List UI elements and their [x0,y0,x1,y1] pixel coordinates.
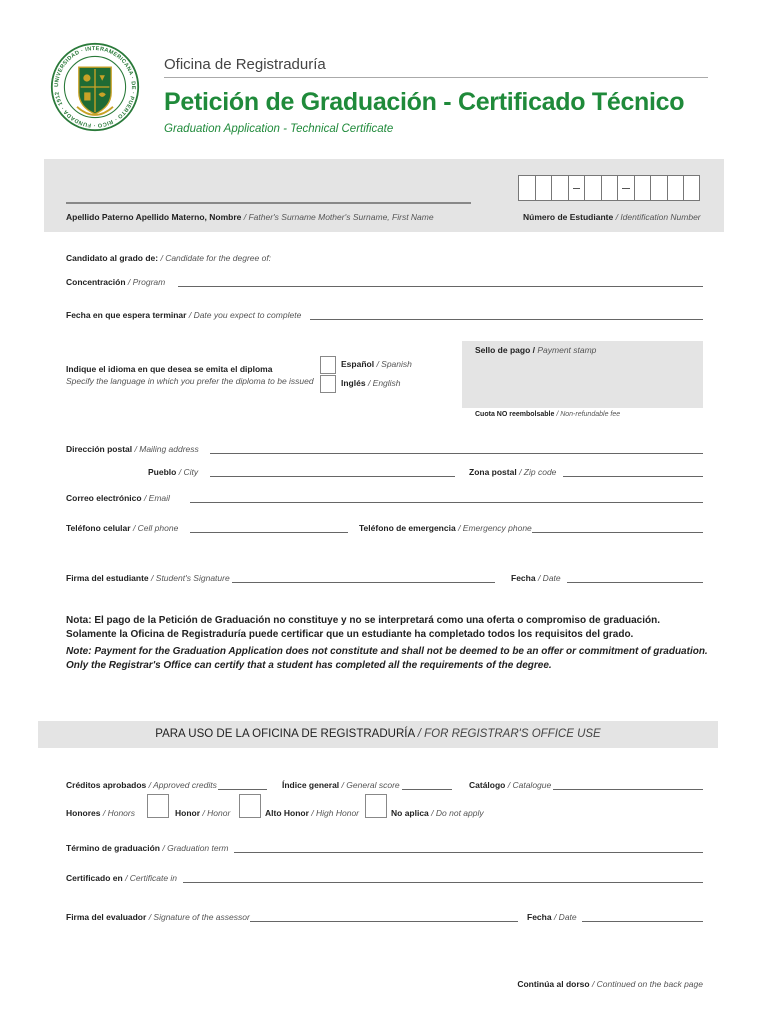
candidate-label: Candidato al grado de: / Candidate for the degree of: [66,253,272,263]
page-subtitle: Graduation Application - Technical Certificate [164,123,394,135]
address-input[interactable] [210,441,703,454]
zip-label: Zona postal / Zip code [469,467,557,477]
honor-label: Honor / Honor [175,808,231,818]
spanish-label: Español / Spanish [341,359,412,369]
payment-stamp-label: Sello de pago / Payment stamp [475,345,597,355]
email-input[interactable] [190,490,703,503]
address-label: Dirección postal / Mailing address [66,444,199,454]
assessor-signature-input[interactable] [250,909,518,922]
english-label: Inglés / English [341,378,401,388]
city-label: Pueblo / City [148,467,199,477]
email-label: Correo electrónico / Email [66,493,170,503]
note-spanish: Nota: El pago de la Petición de Graduación no constituye y no se interpretará como una oferta o compromiso de graduación. Solamente la Oficina de Registraduría puede certificar que un estudiante ha completado todos los requisitos del grado. [66,615,660,640]
id-dash-box [617,175,634,201]
fee-label: Cuota NO reembolsable / Non-refundable fee [475,411,621,418]
not-apply-checkbox[interactable] [365,794,387,818]
spanish-checkbox[interactable] [320,356,336,374]
graduation-term-label: Término de graduación / Graduation term [66,843,229,853]
english-checkbox[interactable] [320,375,336,393]
assessor-signature-label: Firma del evaluador / Signature of the assessor [66,912,250,922]
student-id-boxes[interactable] [518,175,700,201]
id-digit-box[interactable] [535,175,552,201]
catalogue-label: Catálogo / Catalogue [469,780,552,790]
credits-input[interactable] [218,777,267,790]
student-signature-input[interactable] [232,570,495,583]
office-name: Oficina de Registraduría [164,56,326,73]
high-honor-label: Alto Honor / High Honor [265,808,360,818]
continued-footer: Continúa al dorso / Continued on the back page [517,979,703,989]
not-apply-label: No aplica / Do not apply [391,808,484,818]
id-digit-box[interactable] [551,175,568,201]
assessor-date-label: Fecha / Date [527,912,577,922]
student-name-input[interactable] [66,190,471,204]
catalogue-input[interactable] [553,777,703,790]
credits-label: Créditos aprobados / Approved credits [66,780,217,790]
complete-date-label: Fecha en que espera terminar / Date you expect to complete [66,310,302,320]
program-input[interactable] [178,274,703,287]
id-digit-box[interactable] [667,175,684,201]
language-question-label: Indique el idioma en que desea se emita el diploma [66,364,273,374]
certificate-in-label: Certificado en / Certificate in [66,873,178,883]
gpa-input[interactable] [402,777,452,790]
graduation-term-input[interactable] [234,840,703,853]
svg-text:UNIVERSIDAD · INTERAMERICANA ·: UNIVERSIDAD · INTERAMERICANA · DE · PUERTO · RICO · FUNDADA · 1912 [54,46,136,128]
student-date-label: Fecha / Date [511,573,561,583]
id-digit-box[interactable] [650,175,667,201]
id-digit-box[interactable] [683,175,700,201]
honors-label: Honores / Honors [66,808,135,818]
language-question-label-en: Specify the language in which you prefer the diploma to be issued [66,376,314,386]
page-title: Petición de Graduación - Certificado Técnico [164,88,685,116]
cell-phone-input[interactable] [190,520,348,533]
program-label: Concentración / Program [66,277,166,287]
student-id-label: Número de Estudiante / Identification Number [523,212,701,222]
id-digit-box[interactable] [518,175,535,201]
certificate-in-input[interactable] [183,870,703,883]
office-use-heading: PARA USO DE LA OFICINA DE REGISTRADURÍA / FOR REGISTRAR'S OFFICE USE [155,728,601,740]
city-input[interactable] [210,464,455,477]
id-digit-box[interactable] [584,175,601,201]
zip-input[interactable] [563,464,703,477]
student-date-input[interactable] [567,570,703,583]
student-name-label: Apellido Paterno Apellido Materno, Nombre / Father's Surname Mother's Surname, First Name [66,212,434,222]
honor-checkbox[interactable] [147,794,169,818]
cell-phone-label: Teléfono celular / Cell phone [66,523,179,533]
gpa-label: Índice general / General score [282,780,400,790]
emergency-phone-input[interactable] [532,520,703,533]
note-english: Note: Payment for the Graduation Application does not constitute and shall not be deemed to be an offer or commitment of graduation. Only the Registrar's Office can certify that a student has completed all the requirements of the degree. [66,646,708,671]
high-honor-checkbox[interactable] [239,794,261,818]
id-digit-box[interactable] [601,175,618,201]
university-seal-logo [50,42,140,132]
id-dash-box [568,175,585,201]
student-signature-label: Firma del estudiante / Student's Signature [66,573,230,583]
header-divider [164,77,708,78]
emergency-phone-label: Teléfono de emergencia / Emergency phone [359,523,532,533]
id-digit-box[interactable] [634,175,651,201]
assessor-date-input[interactable] [582,909,703,922]
complete-date-input[interactable] [310,307,703,320]
